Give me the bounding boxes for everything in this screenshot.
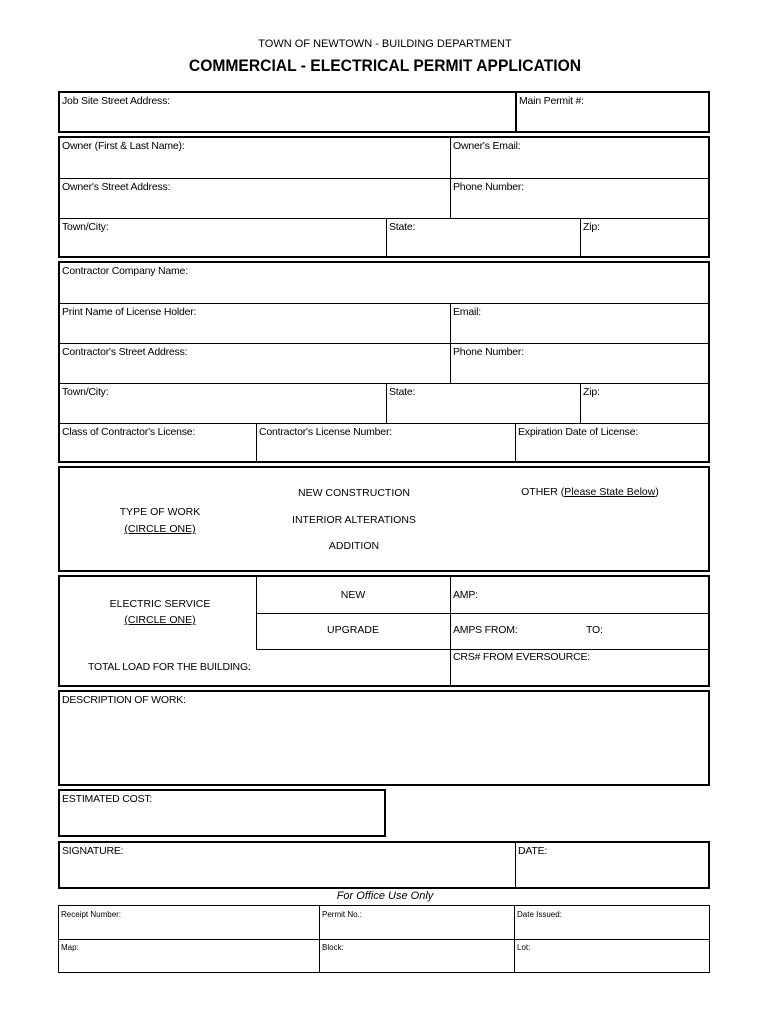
other-please-state: Please State Below <box>564 486 656 498</box>
owner-street-field[interactable]: Owner's Street Address: <box>62 181 171 193</box>
work-option-new-construction[interactable]: NEW CONSTRUCTION <box>298 487 410 499</box>
estimated-cost-field[interactable]: ESTIMATED COST: <box>62 793 153 805</box>
owner-town-field[interactable]: Town/City: <box>62 221 109 233</box>
contractor-section <box>58 261 710 463</box>
estimated-cost-section <box>58 789 386 837</box>
signature-section <box>58 841 710 889</box>
lot-field[interactable]: Lot: <box>517 943 531 952</box>
job-site-section <box>58 91 710 133</box>
block-field[interactable]: Block: <box>322 943 344 952</box>
office-use-title: For Office Use Only <box>336 890 434 902</box>
job-site-address-field[interactable]: Job Site Street Address: <box>62 95 170 107</box>
owner-phone-field[interactable]: Phone Number: <box>453 181 524 193</box>
receipt-number-field[interactable]: Receipt Number: <box>61 910 122 919</box>
crs-field[interactable]: CRS# FROM EVERSOURCE: <box>453 651 590 663</box>
form-title: COMMERCIAL - ELECTRICAL PERMIT APPLICATION <box>188 56 582 75</box>
service-option-upgrade[interactable]: UPGRADE <box>327 624 379 636</box>
work-option-addition[interactable]: ADDITION <box>328 540 380 552</box>
owner-email-field[interactable]: Owner's Email: <box>453 140 521 152</box>
electric-service-circle-one: (CIRCLE ONE) <box>124 614 196 626</box>
type-of-work-label: TYPE OF WORK <box>119 506 201 518</box>
description-of-work-field[interactable]: DESCRIPTION OF WORK: <box>62 694 186 706</box>
license-number-field[interactable]: Contractor's License Number: <box>259 426 392 438</box>
owner-zip-field[interactable]: Zip: <box>583 221 600 233</box>
contractor-zip-field[interactable]: Zip: <box>583 386 600 398</box>
date-field[interactable]: DATE: <box>518 845 548 857</box>
license-expiration-field[interactable]: Expiration Date of License: <box>518 426 639 438</box>
owner-name-field[interactable]: Owner (First & Last Name): <box>62 140 185 152</box>
contractor-phone-field[interactable]: Phone Number: <box>453 346 524 358</box>
type-of-work-section <box>58 466 710 572</box>
type-of-work-circle-one: (CIRCLE ONE) <box>124 523 196 535</box>
amp-field[interactable]: AMP: <box>453 589 478 601</box>
department-header: TOWN OF NEWTOWN - BUILDING DEPARTMENT <box>258 38 512 50</box>
contractor-street-field[interactable]: Contractor's Street Address: <box>62 346 188 358</box>
service-option-new[interactable]: NEW <box>340 589 366 601</box>
license-class-field[interactable]: Class of Contractor's License: <box>62 426 196 438</box>
signature-field[interactable]: SIGNATURE: <box>62 845 124 857</box>
work-option-other[interactable]: OTHER (Please State Below) <box>521 486 659 498</box>
contractor-company-field[interactable]: Contractor Company Name: <box>62 265 188 277</box>
contractor-town-field[interactable]: Town/City: <box>62 386 109 398</box>
description-section <box>58 690 710 786</box>
permit-number-field[interactable]: Permit No.: <box>322 910 363 919</box>
license-holder-field[interactable]: Print Name of License Holder: <box>62 306 197 318</box>
contractor-state-field[interactable]: State: <box>389 386 416 398</box>
electric-service-section <box>58 575 710 687</box>
total-load-field[interactable]: TOTAL LOAD FOR THE BUILDING: <box>88 661 251 673</box>
electric-service-label: ELECTRIC SERVICE <box>109 598 211 610</box>
amps-from-field[interactable]: AMPS FROM: <box>453 624 518 636</box>
contractor-email-field[interactable]: Email: <box>453 306 481 318</box>
work-option-interior-alterations[interactable]: INTERIOR ALTERATIONS <box>292 514 416 526</box>
owner-section <box>58 136 710 258</box>
office-use-section <box>58 905 710 973</box>
date-issued-field[interactable]: Date Issued: <box>517 910 562 919</box>
owner-state-field[interactable]: State: <box>389 221 416 233</box>
map-field[interactable]: Map: <box>61 943 79 952</box>
amps-to-field[interactable]: TO: <box>586 624 603 636</box>
main-permit-field[interactable]: Main Permit #: <box>519 95 584 107</box>
